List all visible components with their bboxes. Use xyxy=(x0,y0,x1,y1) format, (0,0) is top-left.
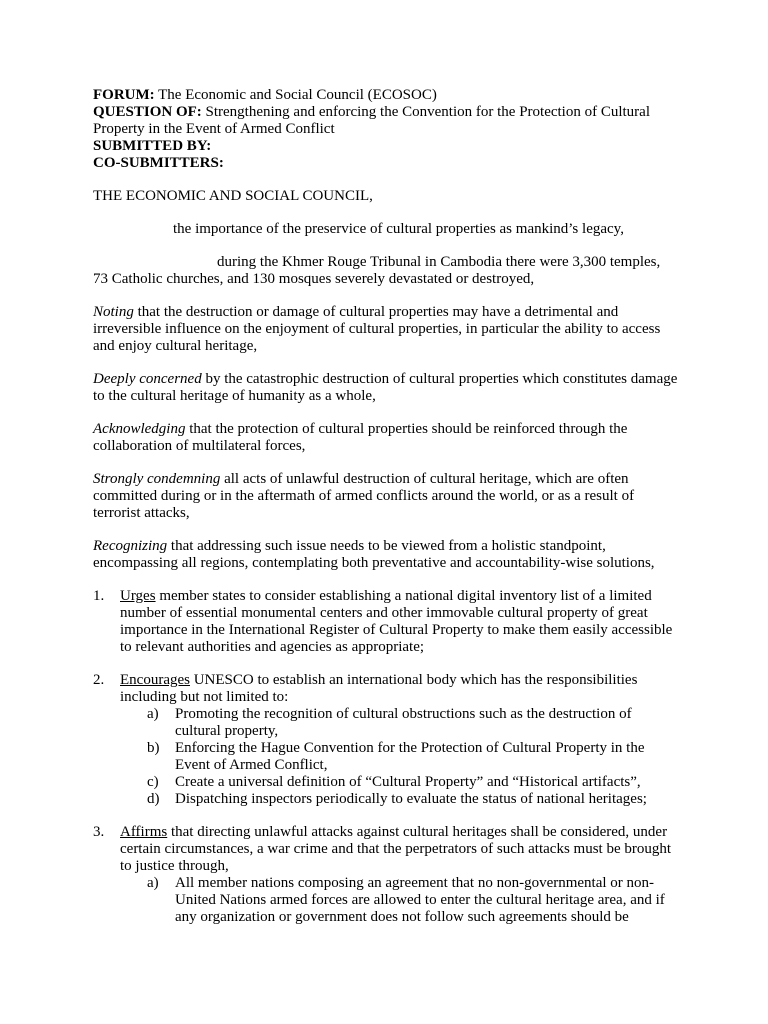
forum-line xyxy=(93,87,678,104)
subclause xyxy=(93,774,678,791)
subclause-text: Dispatching inspectors periodically to evaluate the status of national heritages; xyxy=(175,791,647,807)
submitted-by-label: SUBMITTED BY: xyxy=(93,138,212,154)
cosubmitters-line xyxy=(93,155,678,172)
preamble-clause xyxy=(93,304,678,355)
forum-label: FORUM: xyxy=(93,87,155,103)
subclause-letter: a) xyxy=(147,875,159,891)
subclause-text: Create a universal definition of “Cultural Property” and “Historical artifacts”, xyxy=(175,774,641,790)
preamble-text: that the destruction or damage of cultural properties may have a detrimental and irreversible influence on the enjoyment of cultural properties, in particular the ability to access and enjoy cultural heritage, xyxy=(93,304,661,354)
operative-clause-2 xyxy=(93,672,678,706)
subclause xyxy=(93,740,678,774)
forum-value: The Economic and Social Council (ECOSOC) xyxy=(154,87,437,103)
preamble-clause xyxy=(93,254,678,288)
clause-text: that directing unlawful attacks against cultural heritages shall be considered, under certain circumstances, a war crime and that the perpetrators of such attacks must be brought to justice through, xyxy=(120,824,672,874)
subclause-text: Enforcing the Hague Convention for the Protection of Cultural Property in the Event of Armed Conflict, xyxy=(175,740,645,773)
preamble-lead: Acknowledging xyxy=(93,421,186,437)
cosubmitters-label: CO-SUBMITTERS: xyxy=(93,155,224,171)
preamble-text: that the protection of cultural properties should be reinforced through the collaboration of multilateral forces, xyxy=(93,421,628,454)
preamble-text: that addressing such issue needs to be viewed from a holistic standpoint, encompassing all regions, contemplating both preventative and accountability-wise solutions, xyxy=(93,538,655,571)
subclause-list xyxy=(93,706,678,808)
document-body xyxy=(93,87,678,926)
subclause-text: Promoting the recognition of cultural obstructions such as the destruction of cultural property, xyxy=(175,706,632,739)
preamble-text: all acts of unlawful destruction of cultural heritage, which are often committed during or in the aftermath of armed conflicts around the world, or as a result of terrorist attacks, xyxy=(93,471,635,521)
preamble-lead: Noting xyxy=(93,304,134,320)
question-line xyxy=(93,104,678,138)
operative-clause-1 xyxy=(93,588,678,656)
subclause-letter: d) xyxy=(147,791,160,807)
clause-number: 3. xyxy=(93,824,105,840)
preamble-text: by the catastrophic destruction of cultural properties which constitutes damage to the cultural heritage of humanity as a whole, xyxy=(93,371,678,404)
council-title: THE ECONOMIC AND SOCIAL COUNCIL, xyxy=(93,188,373,204)
subclause-letter: b) xyxy=(147,740,160,756)
clause-text: member states to consider establishing a national digital inventory list of a limited number of essential monumental centers and other immovable cultural property of great importance in the International Register of Cultural Property to make them easily accessible to relevant authorities and agencies as appropriate; xyxy=(120,588,673,655)
subclause-letter: a) xyxy=(147,706,159,722)
preamble-lead: Recognizing xyxy=(93,538,168,554)
subclause xyxy=(93,875,678,926)
preamble-clause xyxy=(93,471,678,522)
clause-text: UNESCO to establish an international body which has the responsibilities including but not limited to: xyxy=(120,672,638,705)
subclause xyxy=(93,791,678,808)
preamble-clause xyxy=(93,421,678,455)
clause-number: 2. xyxy=(93,672,105,688)
subclause-text: All member nations composing an agreement that no non-governmental or non-United Nations armed forces are allowed to enter the cultural heritage area, and if any organization or government does not follow such agreements should be xyxy=(175,875,665,925)
subclause-letter: c) xyxy=(147,774,159,790)
question-label: QUESTION OF: xyxy=(93,104,202,120)
clause-verb: Urges xyxy=(120,588,156,604)
preamble-clause xyxy=(93,538,678,572)
preamble-clause xyxy=(93,371,678,405)
preamble-lead: Strongly condemning xyxy=(93,471,221,487)
submitted-by-line xyxy=(93,138,678,155)
operative-clause-3 xyxy=(93,824,678,875)
clause-number: 1. xyxy=(93,588,105,604)
subclause-list xyxy=(93,875,678,926)
preamble-clause xyxy=(93,221,678,238)
clause-verb: Affirms xyxy=(120,824,168,840)
preamble-text: during the Khmer Rouge Tribunal in Cambodia there were 3,300 temples, 73 Catholic churches, and 130 mosques severely devastated or destroyed, xyxy=(93,254,661,287)
preamble-lead: Deeply concerned xyxy=(93,371,202,387)
preamble-text: the importance of the preservice of cultural properties as mankind’s legacy, xyxy=(173,221,624,237)
subclause xyxy=(93,706,678,740)
clause-verb: Encourages xyxy=(120,672,190,688)
question-value: Strengthening and enforcing the Convention for the Protection of Cultural Property in the Event of Armed Conflict xyxy=(93,104,651,137)
